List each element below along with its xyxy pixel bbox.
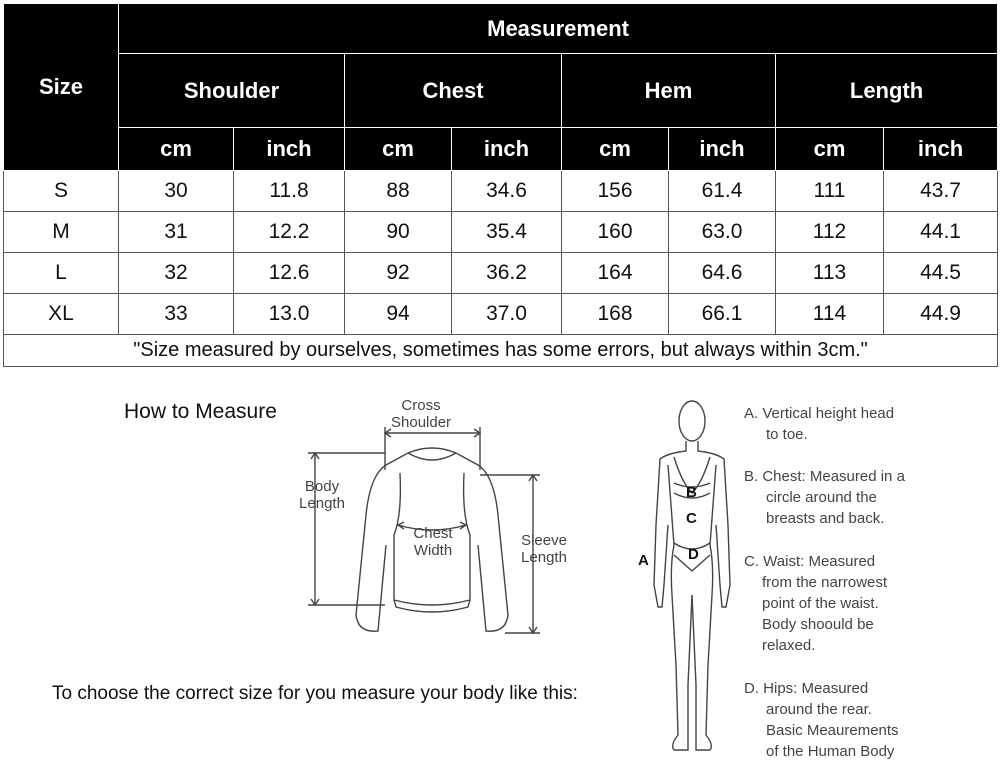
label-line: Chest [413,525,453,542]
value-cell: 160 [562,212,669,253]
chest-width-label [403,525,463,559]
marker-c: C [686,510,697,527]
how-to-measure-title: How to Measure [124,400,277,423]
size-header: Size [4,4,119,171]
cross-shoulder-label [391,397,451,431]
value-cell: 156 [562,171,669,212]
marker-d: D [688,546,699,563]
label-line: Cross [401,397,441,414]
value-cell: 43.7 [884,171,998,212]
unit-header: inch [884,128,998,171]
value-cell: 35.4 [452,212,562,253]
value-cell: 11.8 [234,171,345,212]
value-cell: 112 [776,212,884,253]
info-line: of the Human Body [766,743,895,760]
group-header-chest: Chest [345,54,562,128]
value-cell: 44.5 [884,253,998,294]
unit-header: cm [345,128,452,171]
group-header-length: Length [776,54,998,128]
unit-header: cm [119,128,234,171]
value-cell: 113 [776,253,884,294]
shirt-diagram [290,395,570,645]
label-line: Width [413,542,453,559]
label-line: Length [299,495,345,512]
info-line: Body shoould be [762,616,874,633]
info-line: B. Chest: Measured in a [744,468,905,485]
size-cell: M [4,212,119,253]
value-cell: 31 [119,212,234,253]
info-line: relaxed. [762,637,816,654]
value-cell: 37.0 [452,294,562,335]
table-row [4,294,998,335]
value-cell: 88 [345,171,452,212]
value-cell: 12.6 [234,253,345,294]
value-cell: 164 [562,253,669,294]
value-cell: 33 [119,294,234,335]
table-note: "Size measured by ourselves, sometimes has some errors, but always within 3cm." [4,335,998,367]
info-line: A. Vertical height head [744,405,895,422]
info-line: Basic Meaurements [766,722,899,739]
group-header-hem: Hem [562,54,776,128]
measurement-header: Measurement [119,4,998,54]
info-c [744,551,887,656]
info-line: point of the waist. [762,595,879,612]
label-line: Shoulder [391,414,452,431]
size-cell: XL [4,294,119,335]
marker-b: B [686,484,697,501]
value-cell: 44.9 [884,294,998,335]
value-cell: 94 [345,294,452,335]
info-line: from the narrowest [762,574,888,591]
value-cell: 32 [119,253,234,294]
size-cell: S [4,171,119,212]
value-cell: 66.1 [669,294,776,335]
body-length-label [292,478,352,512]
table-row [4,171,998,212]
info-b [744,466,905,529]
unit-header: cm [562,128,669,171]
size-table [3,3,998,367]
unit-header: inch [234,128,345,171]
value-cell: 44.1 [884,212,998,253]
marker-a: A [638,552,649,569]
info-a [744,403,894,445]
unit-header: cm [776,128,884,171]
value-cell: 30 [119,171,234,212]
info-line: D. Hips: Measured [744,680,869,697]
value-cell: 13.0 [234,294,345,335]
value-cell: 63.0 [669,212,776,253]
size-cell: L [4,253,119,294]
table-row [4,212,998,253]
table-row [4,253,998,294]
label-line: Sleeve [521,532,567,549]
info-line: around the rear. [766,701,872,718]
value-cell: 12.2 [234,212,345,253]
sleeve-length-label [512,532,576,566]
unit-header: inch [669,128,776,171]
value-cell: 114 [776,294,884,335]
value-cell: 36.2 [452,253,562,294]
group-header-shoulder: Shoulder [119,54,345,128]
choose-size-text: To choose the correct size for you measure your body like this: [52,683,578,704]
label-line: Length [521,549,567,566]
info-line: C. Waist: Measured [744,553,876,570]
info-d [744,678,899,762]
value-cell: 34.6 [452,171,562,212]
value-cell: 92 [345,253,452,294]
unit-header: inch [452,128,562,171]
value-cell: 90 [345,212,452,253]
info-line: breasts and back. [766,510,885,527]
value-cell: 64.6 [669,253,776,294]
info-line: to toe. [766,426,808,443]
info-line: circle around the [766,489,877,506]
value-cell: 111 [776,171,884,212]
body-figure [640,395,740,765]
value-cell: 168 [562,294,669,335]
label-line: Body [304,478,340,495]
value-cell: 61.4 [669,171,776,212]
